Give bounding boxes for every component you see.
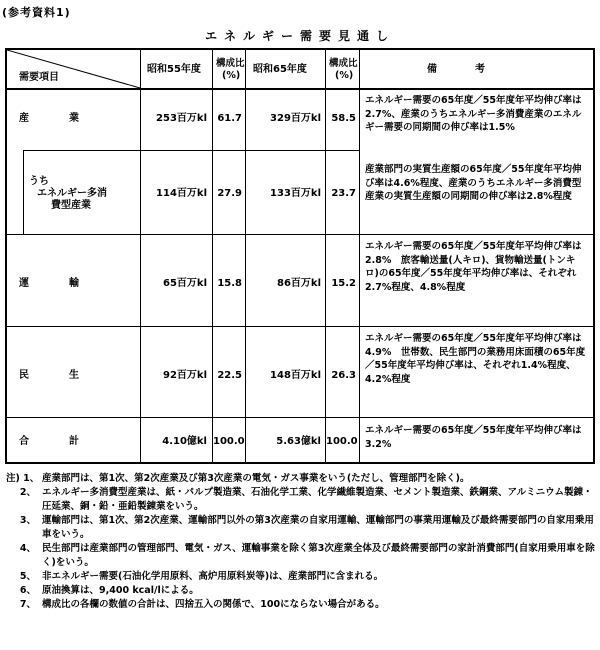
- header-fy65: 昭和65年度: [253, 64, 307, 75]
- row-residential-fy55: 92百万kl: [163, 370, 207, 381]
- row-industry-fy65: 329百万kl: [270, 113, 321, 124]
- footnote-number: 7、: [19, 599, 36, 610]
- row-intensive-fy55: 114百万kl: [156, 188, 207, 199]
- header-ratio65: 構成比: [329, 58, 358, 69]
- footnote-item: [6, 570, 596, 584]
- row-transport-note: エネルギー需要の65年度／55年度年平均伸び率は2.8% 旅客輸送量(人キロ)、貨物輸送量(トンキロ)の65年度／55年度年平均伸び率は、それぞれ2.7%程度、4.8%程度: [365, 241, 582, 293]
- footnote-number: 5、: [19, 571, 36, 582]
- footnote-item: [6, 514, 596, 542]
- footnote-item: [6, 584, 596, 598]
- footnotes: [6, 472, 596, 612]
- footnote-text: 原油換算は、9,400 kcal/lによる。: [42, 585, 199, 596]
- header-ratio55-unit: (%): [222, 70, 241, 81]
- row-total-fy55: 4.10億kl: [162, 436, 207, 447]
- row-intensive-fy65: 133百万kl: [270, 188, 321, 199]
- row-transport-label: 運 輸: [19, 278, 79, 289]
- footnote-number: 2、: [19, 487, 36, 498]
- row-intensive-ratio65: 23.7: [331, 188, 356, 199]
- header-fy55: 昭和55年度: [147, 64, 201, 75]
- row-intensive-label-1: うち: [29, 176, 49, 187]
- footnote-text: 運輸部門は、第1次、第2次産業、運輸部門以外の第3次産業の自家用運輸、運輸部門の事業用運輸及び最終需要部門の自家用乗用車をいう。: [42, 515, 594, 540]
- row-total-label: 合 計: [19, 436, 79, 447]
- row-total-fy65: 5.63億kl: [276, 436, 321, 447]
- row-industry-label: 産 業: [19, 113, 79, 124]
- footnote-item: [6, 598, 596, 612]
- row-residential-note: エネルギー需要の65年度／55年度年平均伸び率は4.9% 世帯数、民生部門の業務用床面積の65年度／55年度年平均伸び率は、それぞれ1.4%程度、4.2%程度: [365, 333, 586, 385]
- row-intensive-note: 産業部門の実質生産額の65年度／55年度年平均伸び率は4.6%程度、産業のうちエネルギー多消費型産業の実質生産額の同期間の伸び率は2.8%程度: [365, 164, 582, 202]
- footnote-text: 産業部門は、第1次、第2次産業及び第3次産業の電気・ガス事業をいう(ただし、管理部門を除く)。: [42, 473, 470, 484]
- footnote-number: 4、: [19, 543, 36, 554]
- row-residential-ratio65: 26.3: [331, 370, 356, 381]
- row-transport-fy55: 65百万kl: [163, 278, 207, 289]
- row-intensive-label-3: 費型産業: [51, 200, 91, 211]
- row-residential-ratio55: 22.5: [217, 370, 242, 381]
- header-ratio55: 構成比: [216, 58, 245, 69]
- reference-label: (参考資料1): [2, 6, 71, 19]
- energy-demand-table: [5, 48, 595, 464]
- row-industry-ratio65: 58.5: [331, 113, 356, 124]
- footnote-text: エネルギー多消費型産業は、紙・パルプ製造業、石油化学工業、化学繊維製造業、セメント製造業、鉄鋼業、アルミニウム製錬・圧延業、銅・鉛・亜鉛製錬業をいう。: [42, 487, 593, 512]
- footnote-number: 注) 1、: [6, 473, 40, 484]
- row-total-ratio55: 100.0: [213, 436, 245, 447]
- row-transport-ratio55: 15.8: [217, 278, 242, 289]
- footnote-number: 6、: [19, 585, 36, 596]
- footnote-item: [6, 486, 596, 514]
- page-title: エネルギー需要見通し: [204, 29, 395, 43]
- row-total-ratio65: 100.0: [326, 436, 358, 447]
- footnote-text: 民生部門は産業部門の管理部門、電気・ガス、運輸事業を除く第3次産業全体及び最終需要部門の家計消費部門(自家用乗用車を除く)をいう。: [42, 543, 595, 568]
- header-item: 需要項目: [19, 72, 59, 83]
- footnote-item: [6, 472, 596, 486]
- footnote-item: [6, 542, 596, 570]
- row-industry-fy55: 253百万kl: [156, 113, 207, 124]
- row-residential-label: 民 生: [19, 370, 79, 381]
- row-intensive-label-2: エネルギー多消: [37, 188, 107, 199]
- row-industry-ratio55: 61.7: [217, 113, 242, 124]
- footnote-text: 非エネルギー需要(石油化学用原料、高炉用原料炭等)は、産業部門に含まれる。: [42, 571, 384, 582]
- row-intensive-ratio55: 27.9: [217, 188, 242, 199]
- header-ratio65-unit: (%): [335, 70, 354, 81]
- row-residential-fy65: 148百万kl: [270, 370, 321, 381]
- row-industry-note: エネルギー需要の65年度／55年度年平均伸び率は2.7%、産業のうちエネルギー多消費産業のエネルギー需要の同期間の伸び率は1.5%: [365, 95, 582, 133]
- footnote-number: 3、: [19, 515, 36, 526]
- header-remarks: 備 考: [427, 64, 491, 75]
- row-transport-ratio65: 15.2: [331, 278, 356, 289]
- row-total-note: エネルギー需要の65年度／55年度年平均伸び率は3.2%: [365, 425, 582, 450]
- row-transport-fy65: 86百万kl: [277, 278, 321, 289]
- footnote-text: 構成比の各欄の数値の合計は、四捨五入の関係で、100にならない場合がある。: [42, 599, 385, 610]
